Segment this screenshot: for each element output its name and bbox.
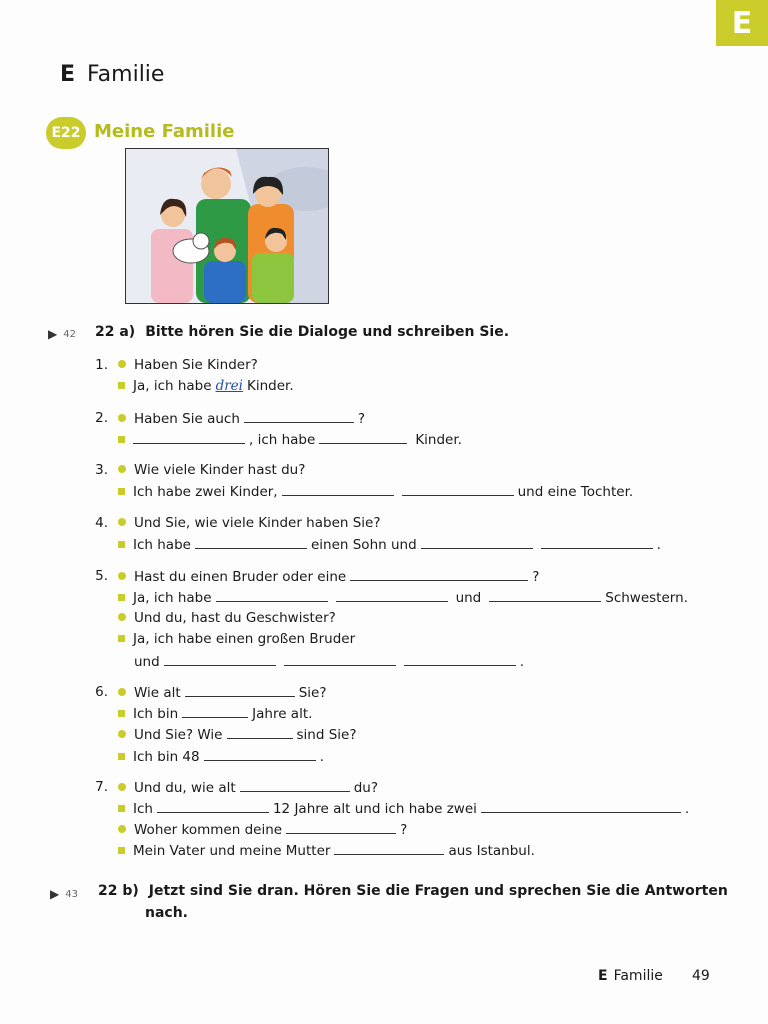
- speaker-a-icon: [118, 414, 126, 422]
- family-illustration: [125, 148, 329, 304]
- line-text: Ich bin 48: [133, 749, 200, 765]
- blank-field[interactable]: [164, 653, 276, 666]
- dialog-line: [118, 483, 633, 500]
- line-text: .: [319, 749, 324, 765]
- dialog-line: [118, 462, 305, 478]
- speaker-a-icon: [118, 688, 126, 696]
- dialog-line: [118, 726, 357, 743]
- item-number: 2.: [95, 410, 108, 426]
- task-22a-heading: [95, 324, 509, 340]
- dialog-line: [118, 779, 378, 796]
- speaker-a-icon: [118, 465, 126, 473]
- line-text: Jahre alt.: [252, 706, 313, 722]
- blank-field[interactable]: [133, 431, 245, 444]
- footer-chapter: Familie: [613, 968, 663, 984]
- speaker-a-icon: [118, 572, 126, 580]
- task-number: 22 a): [95, 324, 136, 340]
- speaker-b-icon: [118, 541, 125, 548]
- line-text: ?: [400, 822, 408, 838]
- line-text: Kinder.: [415, 432, 462, 448]
- dialog-line: [118, 589, 688, 606]
- audio-track-42[interactable]: [48, 327, 76, 341]
- page-footer: [598, 968, 663, 984]
- blank-field[interactable]: [244, 410, 354, 423]
- blank-field[interactable]: [350, 568, 528, 581]
- task-instruction: Bitte hören Sie die Dialoge und schreiben Sie.: [145, 324, 510, 340]
- line-text: 12 Jahre alt und ich habe zwei: [272, 801, 477, 817]
- line-text: Ich habe zwei Kinder,: [133, 484, 278, 500]
- speaker-a-icon: [118, 518, 126, 526]
- chapter-tab: E: [716, 0, 768, 46]
- blank-field[interactable]: [336, 589, 448, 602]
- speaker-a-icon: [118, 360, 126, 368]
- speaker-b-icon: [118, 710, 125, 717]
- line-text: Hast du einen Bruder oder eine: [134, 569, 347, 585]
- speaker-b-icon: [118, 635, 125, 642]
- line-text: Haben Sie auch: [134, 411, 240, 427]
- line-text: sind Sie?: [296, 727, 357, 743]
- line-text: Schwestern.: [605, 590, 688, 606]
- blank-field[interactable]: [157, 800, 269, 813]
- audio-track-43[interactable]: [50, 887, 78, 901]
- speaker-a-icon: [118, 783, 126, 791]
- play-icon: ▶: [50, 887, 60, 901]
- dialog-line: [118, 568, 539, 585]
- item-number: 1.: [95, 357, 108, 373]
- line-text: .: [656, 537, 661, 553]
- blank-field[interactable]: [319, 431, 407, 444]
- line-text: und: [455, 590, 482, 606]
- task-22b-heading: [98, 883, 728, 899]
- line-text: ?: [357, 411, 366, 427]
- speaker-a-icon: [118, 825, 126, 833]
- line-text: Und du, hast du Geschwister?: [134, 610, 336, 626]
- line-text: einen Sohn und: [310, 537, 417, 553]
- dialog-line: [118, 842, 535, 859]
- line-text: aus Istanbul.: [448, 843, 535, 859]
- dialog-line: [118, 536, 661, 553]
- line-text: ?: [532, 569, 540, 585]
- line-text: Und Sie? Wie: [134, 727, 223, 743]
- blank-field[interactable]: [541, 536, 653, 549]
- page-number: 49: [692, 968, 710, 984]
- line-text: Woher kommen deine: [134, 822, 283, 838]
- dialog-line: [118, 610, 336, 626]
- line-text: und: [134, 654, 160, 670]
- blank-field[interactable]: [284, 653, 396, 666]
- line-text: Wie alt: [134, 685, 181, 701]
- dialog-line: [118, 410, 365, 427]
- dialog-line: [118, 821, 407, 838]
- speaker-b-icon: [118, 805, 125, 812]
- speaker-b-icon: [118, 594, 125, 601]
- blank-field[interactable]: [204, 748, 316, 761]
- blank-field[interactable]: [282, 483, 394, 496]
- handwritten-answer: drei: [215, 378, 243, 394]
- line-text: Mein Vater und meine Mutter: [133, 843, 331, 859]
- blank-field[interactable]: [404, 653, 516, 666]
- blank-field[interactable]: [216, 589, 328, 602]
- dialog-line: [118, 800, 689, 817]
- speaker-b-icon: [118, 847, 125, 854]
- blank-field[interactable]: [421, 536, 533, 549]
- line-text: .: [684, 801, 690, 817]
- dialog-line: [118, 357, 258, 373]
- chapter-letter: E: [60, 62, 76, 87]
- item-number: 5.: [95, 568, 108, 584]
- line-text: Ich habe: [133, 537, 191, 553]
- line-text: Und du, wie alt: [134, 780, 236, 796]
- line-text: Ja, ich habe: [133, 378, 212, 394]
- blank-field[interactable]: [286, 821, 396, 834]
- dialog-line: [118, 431, 462, 448]
- blank-field[interactable]: [185, 684, 295, 697]
- line-text: .: [519, 654, 524, 670]
- line-text: Ich: [133, 801, 153, 817]
- speaker-b-icon: [118, 753, 125, 760]
- task-instruction-continued: nach.: [145, 905, 188, 921]
- line-text: Ja, ich habe einen großen Bruder: [133, 631, 356, 647]
- dialog-line: [134, 653, 524, 670]
- line-text: Wie viele Kinder hast du?: [134, 462, 306, 478]
- line-text: und eine Tochter.: [517, 484, 634, 500]
- dialog-line: [118, 705, 312, 722]
- blank-field[interactable]: [240, 779, 350, 792]
- task-instruction: Jetzt sind Sie dran. Hören Sie die Fragen und sprechen Sie die Antworten: [148, 883, 728, 899]
- footer-letter: E: [598, 968, 608, 984]
- speaker-b-icon: [118, 488, 125, 495]
- blank-field[interactable]: [402, 483, 514, 496]
- track-number: 42: [63, 328, 76, 340]
- track-number: 43: [65, 888, 78, 900]
- unit-badge: E22: [46, 117, 86, 149]
- item-number: 4.: [95, 515, 108, 531]
- line-text: Kinder.: [246, 378, 294, 394]
- item-number: 3.: [95, 462, 108, 478]
- speaker-a-icon: [118, 613, 126, 621]
- dialog-line: [118, 748, 324, 765]
- blank-field[interactable]: [334, 842, 444, 855]
- blank-field[interactable]: [227, 726, 293, 739]
- dialog-line: [118, 684, 327, 701]
- task-number: 22 b): [98, 883, 139, 899]
- line-text: Ich bin: [133, 706, 179, 722]
- blank-field[interactable]: [195, 536, 307, 549]
- speaker-b-icon: [118, 436, 125, 443]
- blank-field[interactable]: [182, 705, 248, 718]
- dialog-line: [118, 378, 294, 394]
- speaker-a-icon: [118, 730, 126, 738]
- play-icon: ▶: [48, 327, 58, 341]
- line-text: Sie?: [298, 685, 327, 701]
- chapter-title: Familie: [87, 62, 165, 87]
- blank-field[interactable]: [481, 800, 681, 813]
- blank-field[interactable]: [489, 589, 601, 602]
- speaker-b-icon: [118, 382, 125, 389]
- line-text: , ich habe: [249, 432, 316, 448]
- dialog-line: [118, 515, 381, 531]
- line-text: du?: [353, 780, 379, 796]
- line-text: Ja, ich habe: [133, 590, 212, 606]
- item-number: 6.: [95, 684, 108, 700]
- unit-title: Meine Familie: [94, 121, 235, 142]
- line-text: Und Sie, wie viele Kinder haben Sie?: [134, 515, 381, 531]
- line-text: Haben Sie Kinder?: [134, 357, 258, 373]
- item-number: 7.: [95, 779, 108, 795]
- chapter-heading: [60, 62, 164, 87]
- dialog-line: [118, 631, 355, 647]
